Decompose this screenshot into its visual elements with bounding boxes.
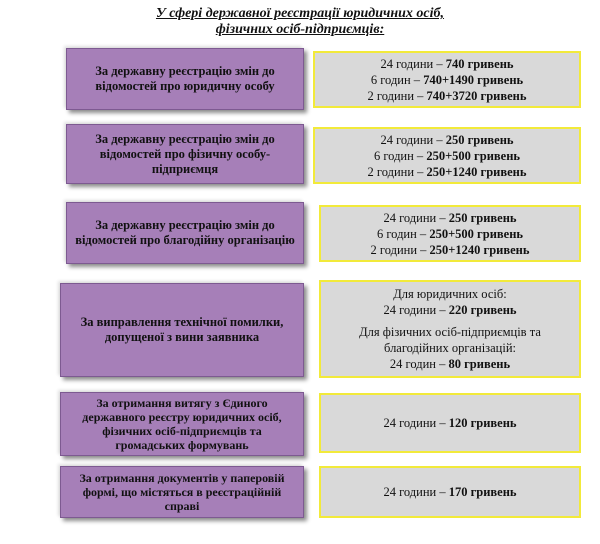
service-box [66,48,304,110]
service-box [60,466,304,518]
fee-category-label: Для фізичних осіб-підприємців та благодійних організацій: [359,325,541,355]
service-label: За державну реєстрацію змін до відомостей про благодійну організацію [75,218,295,247]
service-box [66,124,304,184]
fee-line: 24 годин – 80 гривень [389,357,511,371]
fee-line: 2 години – 250+1240 гривень [367,164,527,179]
fee-line: 2 години – 250+1240 гривень [370,242,530,257]
title-line-1: У сфері державної реєстрації юридичних осіб, [155,6,445,21]
service-label: За державну реєстрацію змін до відомостей про юридичну особу [95,64,275,93]
fee-line: 2 години – 740+3720 гривень [367,88,527,103]
page-title [0,6,600,38]
service-label: За державну реєстрацію змін до відомостей про фізичну особу-підприємця [95,131,275,176]
title-line-2: фізичних осіб-підприємців: [215,22,385,37]
fee-line: 24 години – 250 гривень [383,210,517,225]
fee-box [319,280,581,378]
fee-box [313,51,581,108]
fee-line: 24 години – 220 гривень [383,303,517,317]
service-box [60,392,304,456]
service-label: За виправлення технічної помилки, допущеної з вини заявника [80,315,284,344]
fee-line: 6 годин – 250+500 гривень [373,148,521,163]
fee-line: 24 години – 120 гривень [383,416,517,430]
fee-box [313,127,581,184]
fee-line: 24 години – 250 гривень [380,132,514,147]
fee-box [319,205,581,262]
service-label: За отримання витягу з Єдиного державного реєстру юридичних осіб, фізичних осіб-підприємців та громадських формувань [82,396,282,452]
service-box [66,202,304,264]
fee-line: 24 години – 740 гривень [380,56,514,71]
fee-box [319,466,581,518]
service-box [60,283,304,377]
service-label: За отримання документів у паперовій формі, що містяться в реєстраційній справі [79,471,285,513]
fee-line: 24 години – 170 гривень [383,485,517,499]
fee-line: 6 годин – 740+1490 гривень [370,72,524,87]
fee-box [319,393,581,453]
fee-line: 6 годин – 250+500 гривень [376,226,524,241]
fee-category-label: Для юридичних осіб: [393,287,507,301]
